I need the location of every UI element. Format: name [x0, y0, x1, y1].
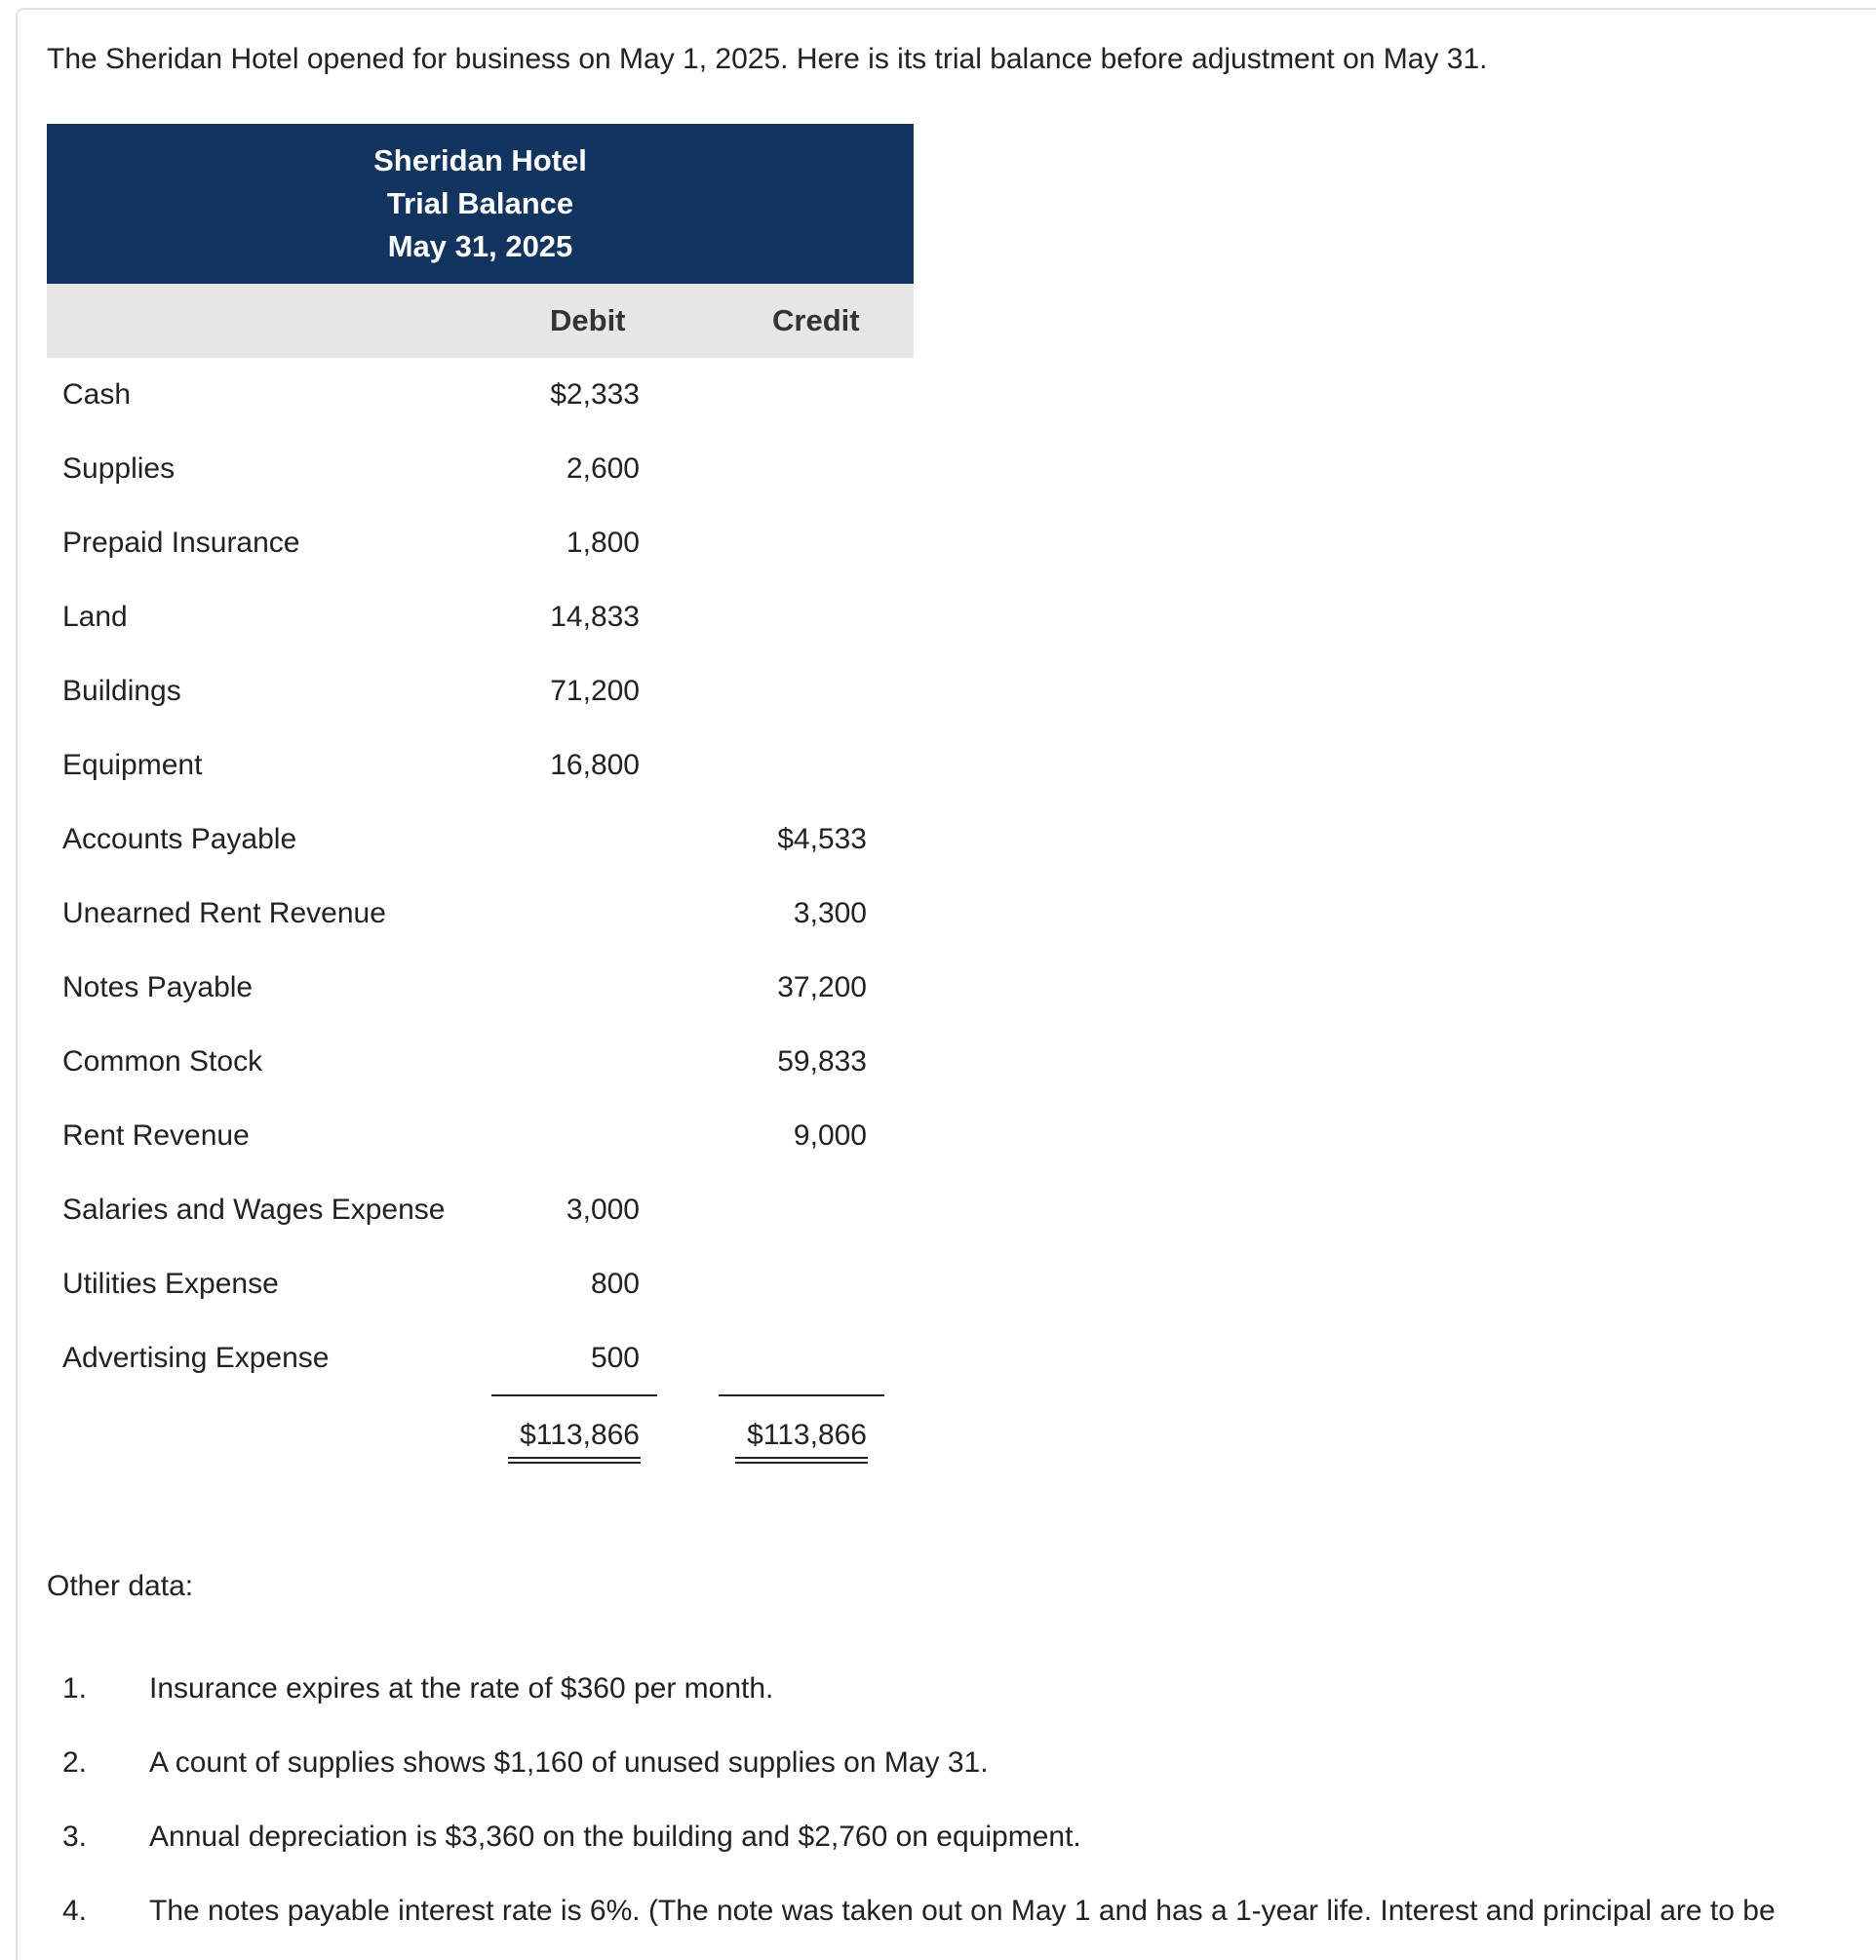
- account-name: Salaries and Wages Expense: [62, 1194, 446, 1226]
- credit-amount: 9,000: [793, 1119, 867, 1152]
- credit-amount: 59,833: [777, 1045, 867, 1078]
- statement-name: Trial Balance: [386, 186, 574, 220]
- credit-total-rule: [719, 1394, 884, 1396]
- account-name: Equipment: [62, 749, 203, 781]
- company-name: Sheridan Hotel: [373, 143, 587, 177]
- credit-amount: 3,300: [793, 897, 867, 929]
- account-name: Unearned Rent Revenue: [62, 897, 386, 929]
- statement-date: May 31, 2025: [387, 229, 573, 263]
- intro-text: The Sheridan Hotel opened for business on May 1, 2025. Here is its trial balance before adjustment on May 31.: [47, 43, 1488, 75]
- credit-column-header: Credit: [772, 303, 860, 337]
- trial-balance-row: [47, 728, 914, 803]
- credit-amount: 37,200: [777, 971, 867, 1003]
- debit-amount: $2,333: [550, 378, 640, 411]
- account-name: Utilities Expense: [62, 1268, 279, 1300]
- item-number: 2.: [62, 1746, 88, 1779]
- credit-double-underline: [735, 1457, 868, 1464]
- debit-double-underline: [508, 1457, 641, 1464]
- account-name: Land: [62, 601, 128, 633]
- account-name: Accounts Payable: [62, 823, 297, 855]
- trial-balance-header: [47, 124, 914, 284]
- debit-amount: 800: [590, 1268, 640, 1300]
- item-text: The notes payable interest rate is 6%. (The note was taken out on May 1 and has a 1-year life. Interest and principal are to be: [149, 1895, 1776, 1927]
- account-name: Cash: [62, 378, 132, 411]
- debit-amount: 2,600: [566, 452, 640, 485]
- debit-amount: 3,000: [566, 1194, 640, 1226]
- account-name: Buildings: [62, 675, 181, 707]
- debit-column-header: Debit: [550, 303, 626, 337]
- trial-balance-row: [47, 877, 914, 951]
- account-name: Notes Payable: [62, 971, 254, 1003]
- trial-balance-row: [47, 951, 914, 1025]
- item-text: Annual depreciation is $3,360 on the building and $2,760 on equipment.: [149, 1821, 1081, 1853]
- trial-balance-row: [47, 803, 914, 877]
- debit-amount: 1,800: [566, 527, 640, 559]
- item-number: 4.: [62, 1895, 88, 1927]
- account-name: Supplies: [62, 452, 176, 485]
- trial-balance-row: [47, 1025, 914, 1099]
- trial-balance-row: [47, 358, 914, 432]
- debit-amount: 500: [590, 1342, 640, 1374]
- debit-total: $113,866: [520, 1419, 640, 1451]
- trial-balance-row: [47, 1099, 914, 1173]
- trial-balance-row: [47, 1247, 914, 1321]
- credit-total: $113,866: [747, 1419, 867, 1451]
- debit-total-rule: [491, 1394, 657, 1396]
- debit-amount: 14,833: [550, 601, 640, 633]
- account-name: Prepaid Insurance: [62, 527, 300, 559]
- account-name: Advertising Expense: [62, 1342, 330, 1374]
- trial-balance-row: [47, 432, 914, 506]
- item-text: A count of supplies shows $1,160 of unused supplies on May 31.: [149, 1746, 989, 1779]
- trial-balance-row: [47, 580, 914, 654]
- item-text: Insurance expires at the rate of $360 per month.: [149, 1672, 774, 1705]
- column-header-row: [47, 284, 914, 358]
- trial-balance-row: [47, 654, 914, 728]
- trial-balance-row: [47, 1321, 914, 1395]
- debit-amount: 71,200: [550, 675, 640, 707]
- trial-balance-row: [47, 1173, 914, 1247]
- credit-amount: $4,533: [777, 823, 867, 855]
- account-name: Common Stock: [62, 1045, 263, 1078]
- item-number: 1.: [62, 1672, 88, 1705]
- trial-balance-row: [47, 506, 914, 580]
- account-name: Rent Revenue: [62, 1119, 250, 1152]
- other-data-heading: Other data:: [47, 1570, 194, 1602]
- item-number: 3.: [62, 1821, 88, 1853]
- debit-amount: 16,800: [550, 749, 640, 781]
